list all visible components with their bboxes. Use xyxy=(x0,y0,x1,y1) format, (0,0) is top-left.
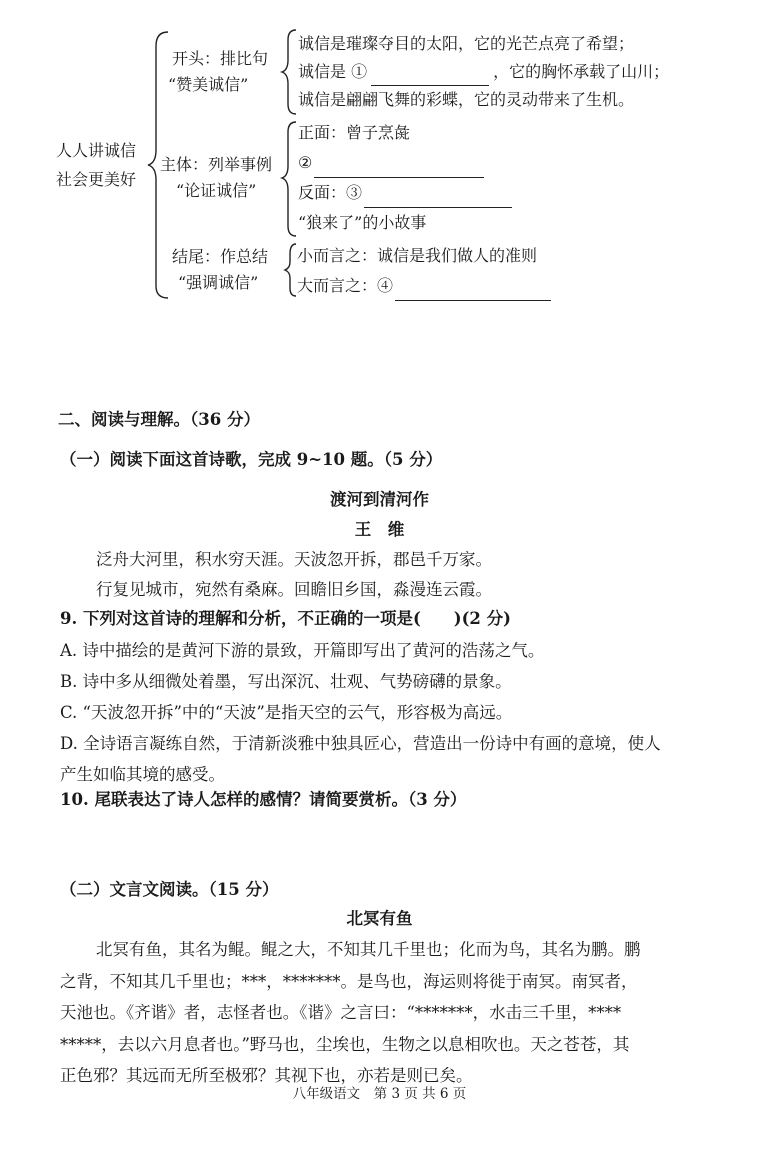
text-line: 天池也。《齐谐》者，志怪者也。《谐》之言曰：“*******，水击三千里，**** xyxy=(60,1003,622,1022)
poem-author: 王 维 xyxy=(354,520,405,539)
answer-blank-2[interactable] xyxy=(314,161,484,178)
mindmap-item: 诚信是翩翩飞舞的彩蝶，它的灵动带来了生机。 xyxy=(298,90,635,109)
mindmap-item: ② xyxy=(298,148,512,178)
branch-head-ending: 结尾：作总结 “强调诚信” xyxy=(172,247,269,292)
answer-blank-1[interactable] xyxy=(371,69,489,86)
mindmap-item: 反面：③ xyxy=(298,178,512,208)
option-c[interactable]: C. “天波忽开拆”中的“天波”是指天空的云气，形容极为高远。 xyxy=(60,703,513,722)
text-line: 之背，不知其几千里也；***，*******。是鸟也，海运则将徙于南冥。南冥者， xyxy=(60,971,638,991)
branch-items-ending xyxy=(297,241,551,301)
poem-title: 渡河到清河作 xyxy=(330,490,429,509)
mindmap-item: 诚信是 ① ，它的胸怀承载了山川； xyxy=(298,58,669,86)
classical-title: 北冥有鱼 xyxy=(346,909,413,928)
option-d[interactable]: D. 全诗语言凝练自然，于清新淡雅中独具匠心，营造出一份诗中有画的意境，使人 xyxy=(60,734,661,753)
question-9-options xyxy=(60,635,661,790)
section-heading: 二、阅读与理解。（36 分） xyxy=(58,410,260,429)
text-line: 正色邪？其远而无所至极邪？其视下也，亦若是则已矣。 xyxy=(60,1066,473,1085)
branch-head-body: 主体：列举事例 “论证诚信” xyxy=(160,155,273,200)
poem-line: 行复见城市，宛然有桑麻。回瞻旧乡国，淼漫连云霞。 xyxy=(96,580,492,599)
question-10: 10. 尾联表达了诗人怎样的感情？请简要赏析。（3 分） xyxy=(60,790,467,809)
part2-heading: （二）文言文阅读。（15 分） xyxy=(60,880,279,899)
poem-body xyxy=(96,545,492,605)
branch-head-opening: 开头：排比句 “赞美诚信” xyxy=(168,49,269,94)
branch-items-opening xyxy=(298,30,669,114)
option-b[interactable]: B. 诗中多从细微处着墨，写出深沉、壮观、气势磅礴的景象。 xyxy=(60,672,512,691)
page-footer: 八年级语文 第 3 页 共 6 页 xyxy=(292,1086,467,1102)
answer-blank-4[interactable] xyxy=(395,284,551,301)
mindmap-item: 大而言之：④ xyxy=(297,271,551,301)
mindmap-item: 正面：曾子烹彘 xyxy=(298,123,411,142)
classical-text xyxy=(60,934,641,1092)
poem-line: 泛舟大河里，积水穷天涯。天波忽开拆，郡邑千万家。 xyxy=(96,550,492,569)
question-9: 9. 下列对这首诗的理解和分析，不正确的一项是( )(2 分) xyxy=(60,609,511,628)
mindmap-root: 人人讲诚信 社会更美好 xyxy=(56,141,137,189)
part1-heading: （一）阅读下面这首诗歌，完成 9~10 题。（5 分） xyxy=(60,450,443,469)
mindmap-item: 小而言之：诚信是我们做人的准则 xyxy=(297,246,538,265)
mindmap-item: 诚信是璀璨夺目的太阳，它的光芒点亮了希望； xyxy=(298,34,635,53)
mindmap-item: “狼来了”的小故事 xyxy=(298,213,427,232)
answer-blank-3[interactable] xyxy=(364,191,512,208)
option-a[interactable]: A. 诗中描绘的是黄河下游的景致，开篇即写出了黄河的浩荡之气。 xyxy=(60,641,545,660)
text-line: *****，去以六月息者也。”野马也，尘埃也，生物之以息相吹也。天之苍苍，其 xyxy=(60,1034,630,1054)
option-d-continued: 产生如临其境的感受。 xyxy=(60,765,225,784)
branch-items-body xyxy=(298,118,512,238)
text-line: 北冥有鱼，其名为鲲。鲲之大，不知其几千里也；化而为鸟，其名为鹏。鹏 xyxy=(96,940,641,959)
